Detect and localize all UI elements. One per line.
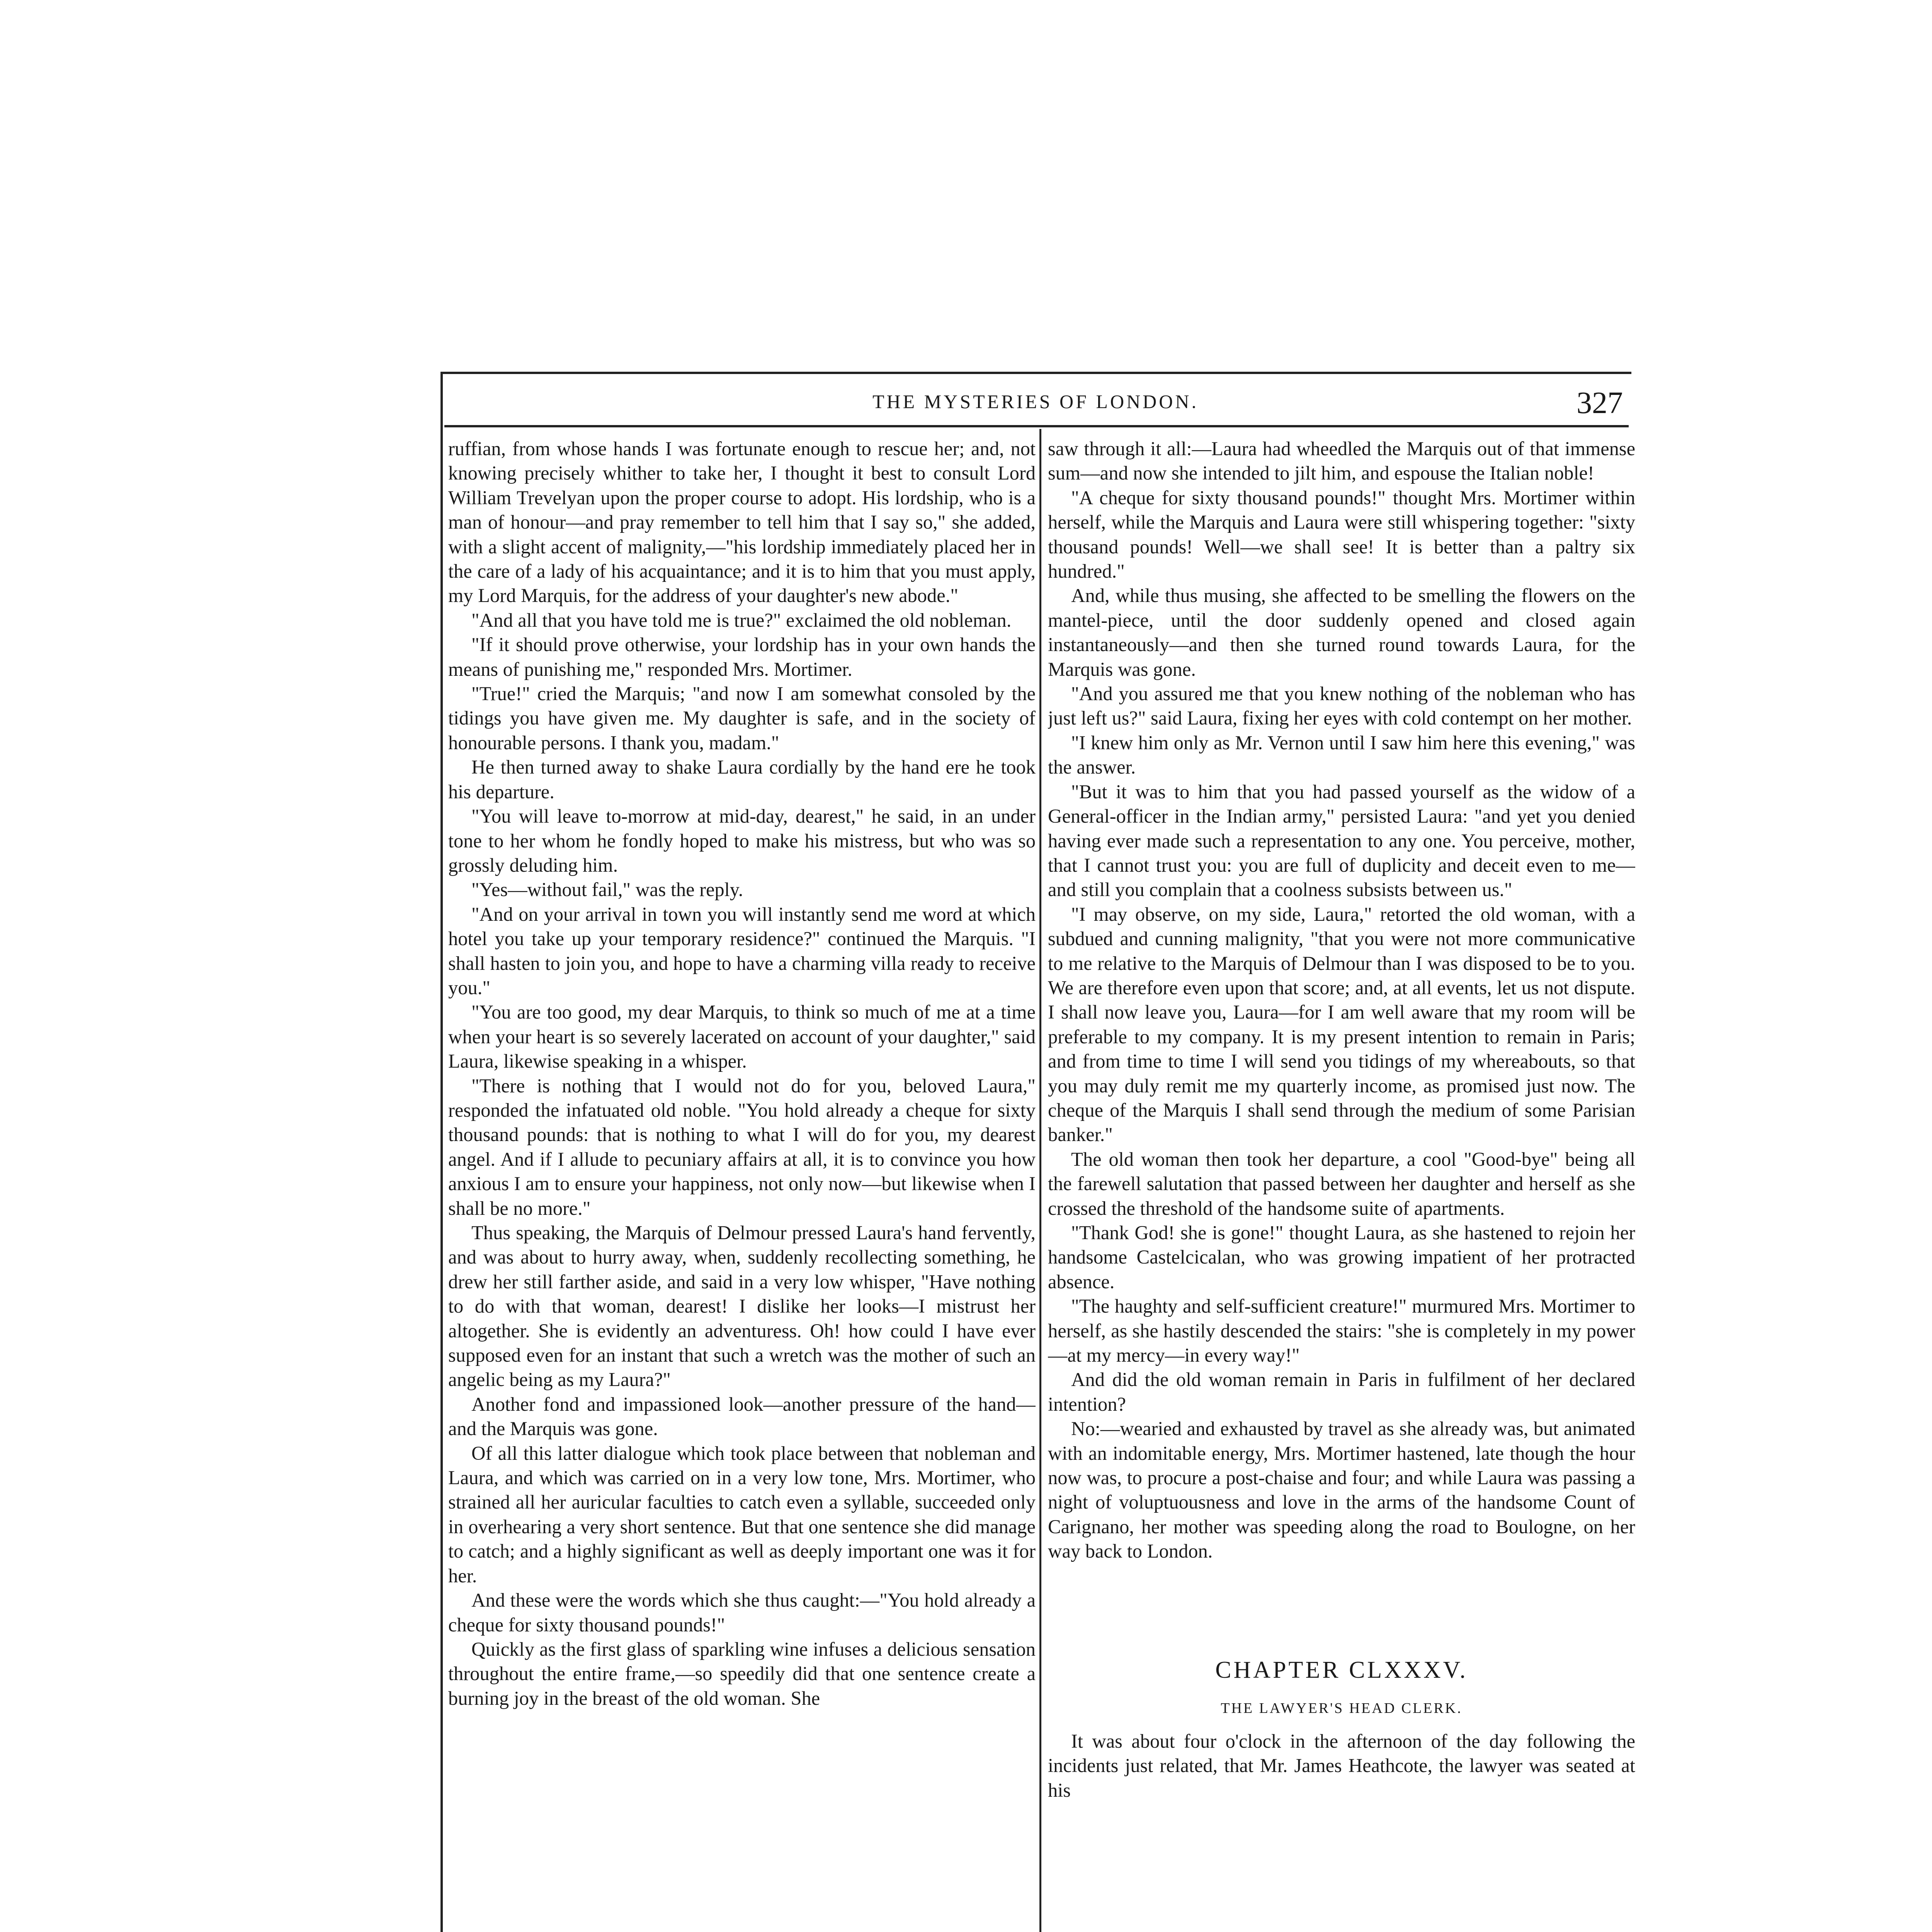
paragraph: "A cheque for sixty thousand pounds!" thought Mrs. Mortimer within herself, while the Marquis and Laura were still whispering together: "sixty thousand pounds! Well—we shall see! It is better than a paltry six hundred.": [1048, 486, 1635, 582]
paragraph: Another fond and impassioned look—another pressure of the hand—and the Marquis was gone.: [448, 1393, 1036, 1440]
chapter-title: CHAPTER CLXXXV.: [1215, 1656, 1468, 1683]
paragraph: ruffian, from whose hands I was fortunate enough to rescue her; and, not knowing precisely whither to take her, I thought it best to consult Lord William Trevelyan upon the proper course to adopt. His lordship, who is a man of honour—and pray remember to tell him that I say so," she added, with a slight accent of malignity,—"his lordship immediately placed her in the care of a lady of his acquaintance; and it is to him that you must apply, my Lord Marquis, for the address of your daughter's new abode.": [448, 438, 1036, 607]
paragraph: Quickly as the first glass of sparkling wine infuses a delicious sensation throughout the entire frame,—so speedily did that one sentence create a burning joy in the breast of the old woman. She: [448, 1638, 1036, 1709]
paragraph: "And all that you have told me is true?" exclaimed the old nobleman.: [471, 609, 1012, 631]
paragraph: "And on your arrival in town you will instantly send me word at which hotel you take up your temporary residence?" continued the Marquis. "I shall hasten to join you, and hope to have a charming villa ready to receive you.": [448, 903, 1036, 998]
left-column: [448, 437, 1036, 1932]
paragraph: Of all this latter dialogue which took place between that nobleman and Laura, and which was carried on in a very low tone, Mrs. Mortimer, who strained all her auricular faculties to catch even a syllable, succeeded only in overhearing a very short sentence. But that one sentence she did manage to catch; and a highly significant as well as deeply important one was it for her.: [448, 1442, 1036, 1587]
paragraph: "You are too good, my dear Marquis, to think so much of me at a time when your heart is so severely lacerated on account of your daughter," said Laura, likewise speaking in a whisper.: [448, 1001, 1036, 1072]
page-header: [444, 383, 1627, 420]
column-divider: [1039, 429, 1041, 1932]
chapter-opening-paragraph: It was about four o'clock in the afternoon of the day following the incidents just related, that Mr. James Heathcote, the lawyer was seated at his: [1048, 1730, 1635, 1801]
paragraph: "And you assured me that you knew nothing of the nobleman who has just left us?" said Laura, fixing her eyes with cold contempt on her mother.: [1048, 683, 1635, 729]
page-number: 327: [1577, 386, 1623, 420]
paragraph: And these were the words which she thus caught:—"You hold already a cheque for sixty thousand pounds!": [448, 1589, 1036, 1636]
paragraph: No:—wearied and exhausted by travel as she already was, but animated with an indomitable energy, Mrs. Mortimer hastened, late though the hour now was, to procure a post-chaise and four; and while Laura was passing a night of voluptuousness and love in the arms of the handsome Count of Carignano, her mother was speeding along the road to Boulogne, on her way back to London.: [1048, 1418, 1635, 1562]
paragraph: saw through it all:—Laura had wheedled the Marquis out of that immense sum—and now she intended to jilt him, and espouse the Italian noble!: [1048, 438, 1635, 484]
paragraph: "You will leave to-morrow at mid-day, dearest," he said, in an under tone to her whom he fondly hoped to make his mistress, but who was so grossly deluding him.: [448, 805, 1036, 876]
paragraph: "True!" cried the Marquis; "and now I am somewhat consoled by the tidings you have given me. My daughter is safe, and in the society of honourable persons. I thank you, madam.": [448, 683, 1036, 753]
paragraph: And, while thus musing, she affected to be smelling the flowers on the mantel-piece, until the door suddenly opened and closed again instantaneously—and then she turned round towards Laura, for the Marquis was gone.: [1048, 585, 1635, 680]
paragraph: "I may observe, on my side, Laura," retorted the old woman, with a subdued and cunning malignity, "that you were not more communicative to me relative to the Marquis of Delmour than I was disposed to be to you. We are therefore even upon that score; and, at all events, let us not dispute. I shall now leave you, Laura—for I am well aware that my room will be preferable to my company. It is my present intention to remain in Paris; and from time to time I will send you tidings of my whereabouts, so that you may duly remit me my quarterly income, as promised just now. The cheque of the Marquis I shall send through the medium of some Parisian banker.": [1048, 903, 1635, 1146]
paragraph: And did the old woman remain in Paris in fulfilment of her declared intention?: [1048, 1369, 1635, 1415]
paragraph: "If it should prove otherwise, your lordship has in your own hands the means of punishing me," responded Mrs. Mortimer.: [448, 634, 1036, 680]
chapter-subtitle: THE LAWYER'S HEAD CLERK.: [1221, 1700, 1463, 1716]
header-rule: [444, 425, 1629, 427]
running-title: THE MYSTERIES OF LONDON.: [872, 391, 1199, 412]
paragraph: "But it was to him that you had passed yourself as the widow of a General-officer in the Indian army," persisted Laura: "and yet you denied having ever made such a representation to any one. You perceive, mother, that I cannot trust you: you are full of duplicity and deceit even to me—and still you complain that a coolness subsists between us.": [1048, 781, 1635, 901]
paragraph: "There is nothing that I would not do for you, beloved Laura," responded the infatuated old noble. "You hold already a cheque for sixty thousand pounds: that is nothing to what I will do for you, my dearest angel. And if I allude to pecuniary affairs at all, it is to convince you how anxious I am to ensure your happiness, not only now—but likewise when I shall be no more.": [448, 1075, 1036, 1219]
paragraph: "Yes—without fail," was the reply.: [471, 879, 743, 901]
paragraph: The old woman then took her departure, a cool "Good-bye" being all the farewell salutation that passed between her daughter and herself as she crossed the threshold of the handsome suite of apartments.: [1048, 1148, 1635, 1219]
paragraph: He then turned away to shake Laura cordially by the hand ere he took his departure.: [448, 756, 1036, 803]
paragraph: "I knew him only as Mr. Vernon until I saw him here this evening," was the answer.: [1048, 731, 1635, 778]
paragraph: "Thank God! she is gone!" thought Laura, as she hastened to rejoin her handsome Castelcicalan, who was growing impatient of her protracted absence.: [1048, 1222, 1635, 1293]
right-column: [1048, 437, 1635, 1932]
paragraph: "The haughty and self-sufficient creature!" murmured Mrs. Mortimer to herself, as she hastily descended the stairs: "she is completely in my power—at my mercy—in every way!": [1048, 1295, 1635, 1366]
paragraph: Thus speaking, the Marquis of Delmour pressed Laura's hand fervently, and was about to hurry away, when, suddenly recollecting something, he drew her still farther aside, and said in a very low whisper, "Have nothing to do with that woman, dearest! I dislike her looks—I mistrust her altogether. She is evidently an adventuress. Oh! how could I have ever supposed even for an instant that such a wretch was the mother of such an angelic being as my Laura?": [448, 1222, 1036, 1391]
